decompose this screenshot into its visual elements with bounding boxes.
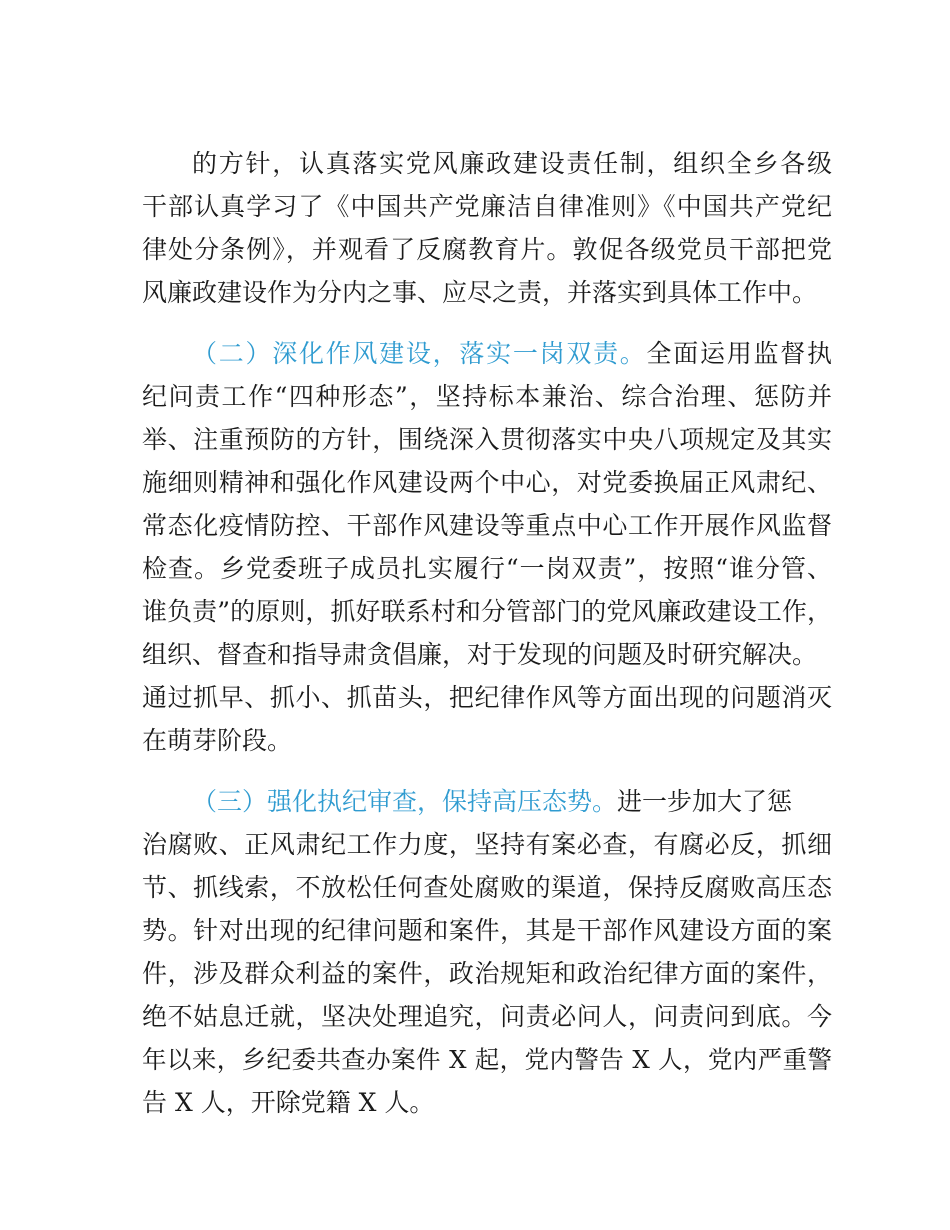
paragraph-2-line-10: 在萌芽阶段。	[142, 726, 293, 755]
paragraph-2-line-1	[192, 334, 832, 374]
paragraph-2-line-7: 谁负责”的原则，抓好联系村和分管部门的党风廉政建设工作，	[142, 597, 832, 626]
paragraph-2-line-1-text: 全面运用监督执	[646, 339, 832, 368]
paragraph-2-line-9: 通过抓早、抓小、抓苗头，把纪律作风等方面出现的问题消灭	[142, 683, 832, 712]
paragraph-2-line-8: 组织、督查和指导肃贪倡廉，对于发现的问题及时研究解决。	[142, 640, 818, 669]
paragraph-3-line-7: 年以来，乡纪委共查办案件 X 起，党内警告 X 人，党内严重警	[142, 1045, 832, 1074]
paragraph-1-line-2: 干部认真学习了《中国共产党廉洁自律准则》《中国共产党纪	[142, 192, 832, 221]
paragraph-3-line-3: 节、抓线索，不放松任何查处腐败的渠道，保持反腐败高压态	[142, 873, 832, 902]
paragraph-3-line-6: 绝不姑息迁就，坚决处理追究，问责必问人，问责问到底。今	[142, 1002, 832, 1031]
paragraph-2-line-6: 检查。乡党委班子成员扎实履行“一岗双责”，按照“谁分管、	[142, 554, 832, 583]
paragraph-2-line-4: 施细则精神和强化作风建设两个中心，对党委换届正风肃纪、	[142, 468, 832, 497]
paragraph-1-line-3: 律处分条例》，并观看了反腐教育片。敦促各级党员干部把党	[142, 235, 832, 264]
section-heading-2: （二）深化作风建设，落实一岗双责。	[192, 339, 647, 368]
paragraph-3-line-1	[192, 782, 832, 822]
paragraph-3-line-2: 治腐败、正风肃纪工作力度，坚持有案必查，有腐必反，抓细	[142, 830, 832, 859]
paragraph-2-line-3: 举、注重预防的方针，围绕深入贯彻落实中央八项规定及其实	[142, 425, 832, 454]
paragraph-2-line-2: 纪问责工作“四种形态”，坚持标本兼治、综合治理、惩防并	[142, 382, 832, 411]
paragraph-3-line-8: 告 X 人，开除党籍 X 人。	[142, 1088, 435, 1117]
section-heading-3: （三）强化执纪审查，保持高压态势。	[192, 787, 618, 816]
paragraph-3-line-1-text: 进一步加大了惩	[617, 787, 793, 816]
paragraph-1-line-1: 的方针，认真落实党风廉政建设责任制，组织全乡各级	[192, 149, 832, 178]
paragraph-3-line-4: 势。针对出现的纪律问题和案件，其是干部作风建设方面的案	[142, 916, 832, 945]
paragraph-3-line-5: 件，涉及群众利益的案件，政治规矩和政治纪律方面的案件，	[142, 959, 832, 988]
paragraph-1-line-4: 风廉政建设作为分内之事、应尽之责，并落实到具体工作中。	[142, 278, 818, 307]
paragraph-2-line-5: 常态化疫情防控、干部作风建设等重点中心工作开展作风监督	[142, 511, 832, 540]
